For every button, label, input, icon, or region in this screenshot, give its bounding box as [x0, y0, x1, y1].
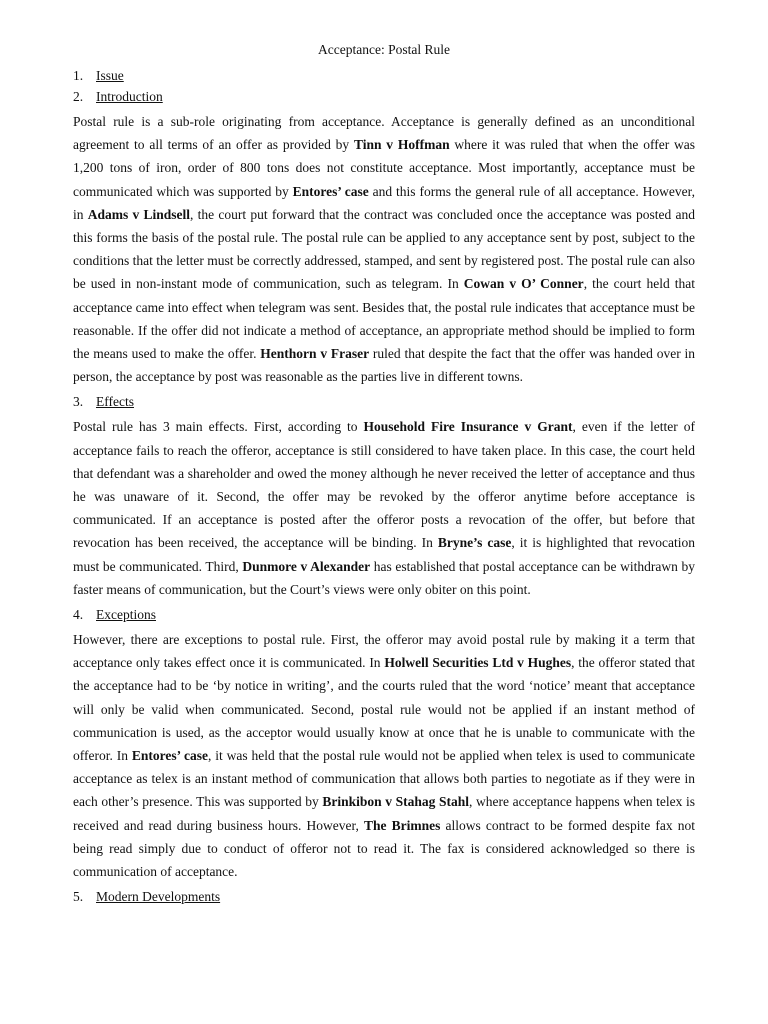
case-name: Adams v Lindsell	[87, 206, 191, 222]
document-title: Acceptance: Postal Rule	[318, 42, 450, 57]
case-name: The Brimnes	[363, 817, 441, 833]
section-paragraph: Postal rule is a sub-role originating from acceptance. Acceptance is generally defined as an unconditional agreement to all terms of an offer as provided by Tinn v Hoffman where it was ruled that when the offer was 1,200 tons of iron, order of 800 tons does not constitute acceptance. Most importantly, acceptance must be communicated which was supported by Entores’ case and this forms the general rule of all acceptance. However, in Adams v Lindsell, the court put forward that the contract was concluded once the acceptance was posted and this forms the basis of the postal rule. The postal rule can be applied to any acceptance sent by post, subject to the conditions that the letter must be correctly addressed, stamped, and sent by registered post. The postal rule can also be used in non-instant mode of communication, such as telegram. In Cowan v O’ Conner, the court held that acceptance came into effect when telegram was sent. Besides that, the postal rule indicates that acceptance must be reasonable. If the offer did not indicate a method of acceptance, an appropriate method should be implied to form the means used to make the offer. Henthorn v Fraser ruled that despite the fact that the offer was handed over in person, the acceptance by post was reasonable as the parties live in different towns.	[73, 114, 695, 385]
section-title: Effects	[96, 394, 134, 410]
section-heading	[73, 889, 695, 905]
section-number: 2.	[73, 89, 84, 104]
section-number: 5.	[73, 889, 84, 905]
case-name: Household Fire Insurance v Grant	[363, 419, 573, 435]
case-name: Entores’ case	[131, 748, 208, 764]
section-paragraph: However, there are exceptions to postal rule. First, the offeror may avoid postal rule by making it a term that acceptance only takes effect once it is communicated. In Holwell Securities Ltd v Hughes, the offeror stated that the acceptance had to be ‘by notice in writing’, and the courts ruled that the word ‘notice’ meant that acceptance will only be valid when communicated. Second, postal rule would not be applied if an instant method of communication is used, as the acceptor would usually know at once that he is unable to communicate with the offeror. In Entores’ case, it was held that the postal rule would not be applied when telex is used to communicate acceptance as telex is an instant method of communication that allows both parties to negotiate as if they were in each other’s presence. This was supported by Brinkibon v Stahag Stahl, where acceptance happens when telex is received and read during business hours. However, The Brimnes allows contract to be formed despite fax not being read simply due to conduct of offeror not to read it. The fax is considered acknowledged so there is communication of acceptance.	[73, 632, 696, 880]
section-number: 3.	[73, 394, 84, 410]
section-heading	[73, 394, 695, 410]
section-title: Issue	[96, 68, 124, 83]
section-number: 4.	[73, 607, 84, 623]
case-name: Henthorn v Fraser	[260, 346, 370, 362]
case-name: Cowan v O’ Conner	[463, 276, 584, 292]
section-heading	[73, 89, 695, 105]
section-title: Exceptions	[96, 607, 156, 623]
case-name: Bryne’s case	[437, 535, 512, 551]
document-body	[73, 68, 695, 905]
case-name: Brinkibon v Stahag Stahl	[322, 794, 470, 810]
case-name: Dunmore v Alexander	[242, 558, 371, 574]
section-heading	[73, 607, 695, 623]
section-paragraph: Postal rule has 3 main effects. First, according to Household Fire Insurance v Grant, even if the letter of acceptance fails to reach the offeror, acceptance is still considered to have taken place. In this case, the court held that defendant was a shareholder and owed the money although he never received the letter of acceptance and thus he was unaware of it. Second, the offer may be revoked by the offeror anytime before acceptance is communicated. If an acceptance is posted after the offeror posts a revocation of the offer, but before that revocation has been received, the acceptance will be binding. In Bryne’s case, it is highlighted that revocation must be communicated. Third, Dunmore v Alexander has established that postal acceptance can be withdrawn by faster means of communication, but the Court’s views were only obiter on this point.	[73, 419, 696, 597]
case-name: Tinn v Hoffman	[353, 137, 450, 153]
case-name: Entores’ case	[292, 183, 369, 199]
section-title: Introduction	[96, 89, 163, 104]
section-number: 1.	[73, 68, 84, 83]
case-name: Holwell Securities Ltd v Hughes	[384, 655, 572, 671]
section-title: Modern Developments	[96, 889, 221, 905]
section-heading	[73, 68, 695, 84]
document-page	[73, 42, 695, 910]
